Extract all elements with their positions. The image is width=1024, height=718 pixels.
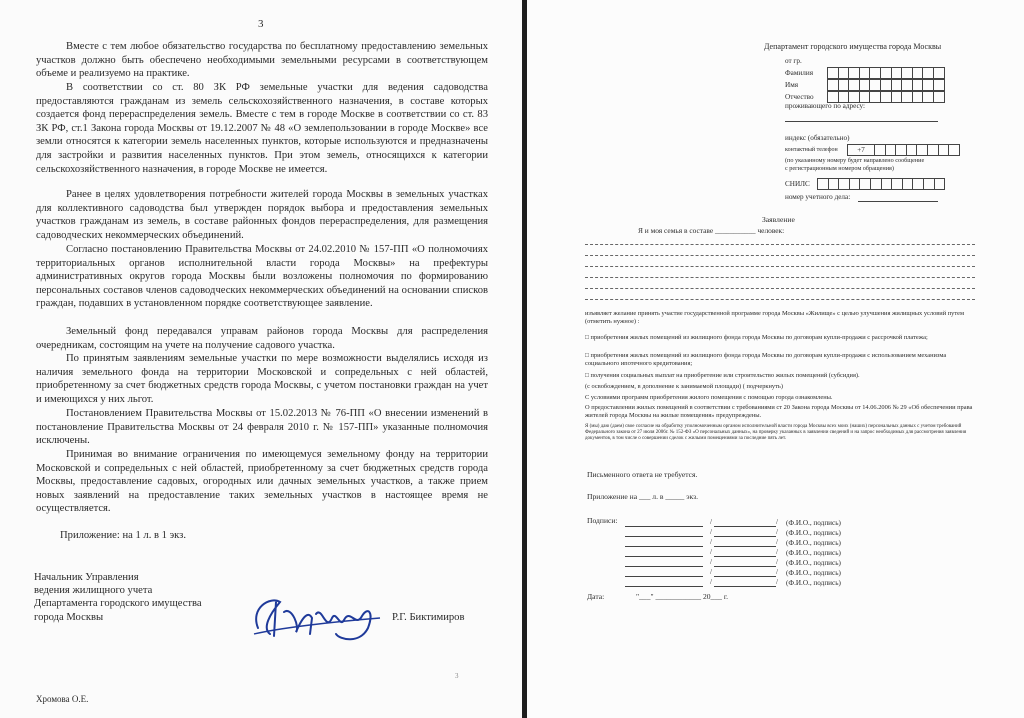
option-mortgage[interactable]: □ приобретения жилых помещений из жилищного фонда города Москвы по договорам купли-продажи с использованием механизма социального ипотечного кредитования; xyxy=(585,352,947,368)
signature-hint: (Ф.И.О., подпись) xyxy=(786,519,841,527)
handwritten-signature xyxy=(240,588,390,648)
signature-slash: / xyxy=(710,518,712,526)
signature-slash: / xyxy=(776,558,778,566)
address-line[interactable] xyxy=(785,121,938,122)
signature-line[interactable] xyxy=(714,536,776,537)
phone-label: контактный телефон xyxy=(785,147,838,153)
family-member-line[interactable] xyxy=(585,299,975,300)
date-label: Дата: xyxy=(587,592,605,601)
family-member-line[interactable] xyxy=(585,255,975,256)
signature-name-line[interactable] xyxy=(625,586,703,587)
page-mark: 3 xyxy=(455,672,459,680)
signature-name-line[interactable] xyxy=(625,536,703,537)
name-field[interactable] xyxy=(828,79,945,91)
signature-line[interactable] xyxy=(714,586,776,587)
signature-line[interactable] xyxy=(714,576,776,577)
snils-field[interactable] xyxy=(818,178,945,190)
signature-slash: / xyxy=(776,518,778,526)
option-subsidy[interactable]: □ получения социальных выплат на приобретение или строительство жилых помещений (субсидия). xyxy=(585,372,860,379)
signature-slash: / xyxy=(776,538,778,546)
signature-name-line[interactable] xyxy=(625,576,703,577)
family-member-line[interactable] xyxy=(585,244,975,245)
snils-label: СНИЛС xyxy=(785,180,810,188)
statement-title: Заявление xyxy=(762,215,795,224)
signature-slash: / xyxy=(710,558,712,566)
paragraph-4: Согласно постановлению Правительства Москвы от 24.02.2010 № 157-ПП «О полномочиях территориальных органов исполнительной власти города Москвы» на префектуры административных округов города Москвы были возложены полномочия по формированию персональных составов членов садоводческих некоммерческих объединений на основании списков граждан, подавших в установленном порядке соответствующее заявление. xyxy=(36,244,488,310)
signature-name-line[interactable] xyxy=(625,566,703,567)
from-label: от гр. xyxy=(785,57,802,65)
signature-slash: / xyxy=(710,538,712,546)
family-member-line[interactable] xyxy=(585,266,975,267)
surname-field[interactable] xyxy=(828,67,945,79)
family-member-line[interactable] xyxy=(585,277,975,278)
signer-title xyxy=(34,571,202,624)
paragraph-3: Ранее в целях удовлетворения потребности жителей города Москвы в земельных участках для коллективного садоводства был утвержден порядок выбора и предоставления земельных участков гражданам из земель, в составе районных фондов перераспределения, для размещения садоводческих некоммерческих объединений. xyxy=(36,189,488,241)
no-reply-note: Письменного ответа не требуется. xyxy=(587,470,698,479)
signature-hint: (Ф.И.О., подпись) xyxy=(786,559,841,567)
name-label: Имя xyxy=(785,81,799,89)
patronymic-label: Отчество xyxy=(785,93,814,101)
signature-line[interactable] xyxy=(714,526,776,527)
family-line: Я и моя семья в составе ___________ человек: xyxy=(638,226,785,235)
signer-title-line: города Москвы xyxy=(34,611,104,623)
signer-title-line: ведения жилищного учета xyxy=(34,585,153,597)
signature-slash: / xyxy=(710,568,712,576)
signature-hint: (Ф.И.О., подпись) xyxy=(786,569,841,577)
phone-note: (по указанному номеру будет направлено сообщение xyxy=(785,157,925,164)
paragraph-6: По принятым заявлениям земельные участки по мере возможности выделялись исходя из наличия земельного фонда на территории Московской и сопредельных с ней областей, приобретенному за счет бюджетных средств города Москвы, с учетом постановки граждан на учет и имеющихся у них льгот. xyxy=(36,353,488,405)
index-label: индекс (обязательно) xyxy=(785,134,850,142)
option-note: (с освобождением, в дополнение к занимаемой площади) ( подчеркнуть) xyxy=(585,383,783,390)
phone-note-2: с регистрационным номером обращения) xyxy=(785,165,894,172)
paragraph-5: Земельный фонд передавался управам районов города Москвы для распределения очередникам, состоящим на учете на получение садового участка. xyxy=(36,326,488,351)
paragraph-7: Постановлением Правительства Москвы от 15.02.2013 № 76-ПП «О внесении изменений в постановление Правительства Москвы от 24 февраля 2010 г. № 157-ПП» указанные полномочия исключены. xyxy=(36,408,488,447)
signature-line[interactable] xyxy=(714,566,776,567)
signature-slash: / xyxy=(710,578,712,586)
surname-label: Фамилия xyxy=(785,69,814,77)
phone-field[interactable] xyxy=(848,144,960,156)
consent-text: Я (мы) даю (даем) свое согласие на обработку уполномоченным органом исполнительной власти города Москвы всех моих (наших) персональных данных с учетом требований Федерального закона от 27 июля 2006г. № 152-ФЗ «О персональных данных», на проверку указанных в заявлении сведений и на запрос необходимых для рассмотрения заявления документов, в том числе о совершении сделок с жилыми помещениями за последние пять лет. xyxy=(585,424,967,442)
date-field[interactable]: "___" ____________ 20___ г. xyxy=(636,592,728,601)
executor-name: Хромова О.Е. xyxy=(36,694,89,704)
signature-line[interactable] xyxy=(714,546,776,547)
paragraph-8: Принимая во внимание ограничения по имеющемуся земельному фонду на территории Московской и сопредельных с ней областей, приобретенному за счет бюджетных средств города Москвы, предоставление садовых, огородных или дачных земельных участков, а также прием новых заявлений на предоставление таких земельных участков в настоящее время не осуществляется. xyxy=(36,449,488,515)
signature-slash: / xyxy=(710,548,712,556)
address-label: проживающего по адресу: xyxy=(785,102,866,110)
signer-title-line: Начальник Управления xyxy=(34,572,139,583)
signature-name-line[interactable] xyxy=(625,526,703,527)
family-member-line[interactable] xyxy=(585,288,975,289)
page-number: 3 xyxy=(258,18,264,30)
signature-hint: (Ф.И.О., подпись) xyxy=(786,539,841,547)
attachment-note: Приложение: на 1 л. в 1 экз. xyxy=(60,530,186,541)
signature-slash: / xyxy=(710,528,712,536)
option-installment[interactable]: □ приобретения жилых помещений из жилищного фонда города Москвы по договорам купли-продажи с рассрочкой платежа; xyxy=(585,334,928,341)
account-label: номер учетного дела: xyxy=(785,193,851,201)
signature-hint: (Ф.И.О., подпись) xyxy=(786,549,841,557)
phone-prefix: +7 xyxy=(847,144,875,156)
signature-slash: / xyxy=(776,578,778,586)
paragraph-1: Вместе с тем любое обязательство государства по бесплатному предоставлению земельных участков должно быть обеспечено необходимыми земельными ресурсами в соответствующем объеме и реализуемо на практике. xyxy=(36,41,488,80)
signature-slash: / xyxy=(776,528,778,536)
signature-hint: (Ф.И.О., подпись) xyxy=(786,579,841,587)
signature-slash: / xyxy=(776,548,778,556)
signature-hint: (Ф.И.О., подпись) xyxy=(786,529,841,537)
conditions-note: С условиями программ приобретения жилого помещения с помощью города ознакомлены. xyxy=(585,394,833,401)
account-line[interactable] xyxy=(858,201,938,202)
signature-slash: / xyxy=(776,568,778,576)
signer-name: Р.Г. Биктимиров xyxy=(392,612,465,623)
paragraph-2: В соответствии со ст. 80 ЗК РФ земельные участки для ведения садоводства предоставляются гражданам из земель сельскохозяйственного назначения, в составе которых создается фонд перераспределения земель. Вместе с тем в городе Москве в соответствии со ст. 83 ЗК РФ, ст.1 Закона города Москвы от 19.12.2007 № 48 «О землепользовании в городе Москве» все земли относятся к категории земель населенных пунктов, которые используются и предназначены для застройки и развития населенных пунктов. При этом земель, относящихся к категории сельскохозяйственного назначения, в городе Москве не имеется. xyxy=(36,82,488,175)
signature-line[interactable] xyxy=(714,556,776,557)
warning-note: О предоставлении жилых помещений в соответствии с требованиями ст 20 Закона города Москвы от 14.06.2006 № 29 «Об обеспечении права жителей города Москвы на жилые помещения» предупреждены. xyxy=(585,404,973,420)
signatures-label: Подписи: xyxy=(587,516,618,525)
desire-text: изъявляет желание принять участие государственной программе города Москвы «Жилище» с целью улучшения жилищных условий путем (отметить нужное) : xyxy=(585,310,965,326)
form-header: Департамент городского имущества города Москвы xyxy=(764,42,942,51)
signer-title-line: Департамента городского имущества xyxy=(34,598,202,610)
signature-name-line[interactable] xyxy=(625,546,703,547)
appendix-line[interactable]: Приложение на ___ л. в _____ экз. xyxy=(587,492,698,501)
signature-name-line[interactable] xyxy=(625,556,703,557)
